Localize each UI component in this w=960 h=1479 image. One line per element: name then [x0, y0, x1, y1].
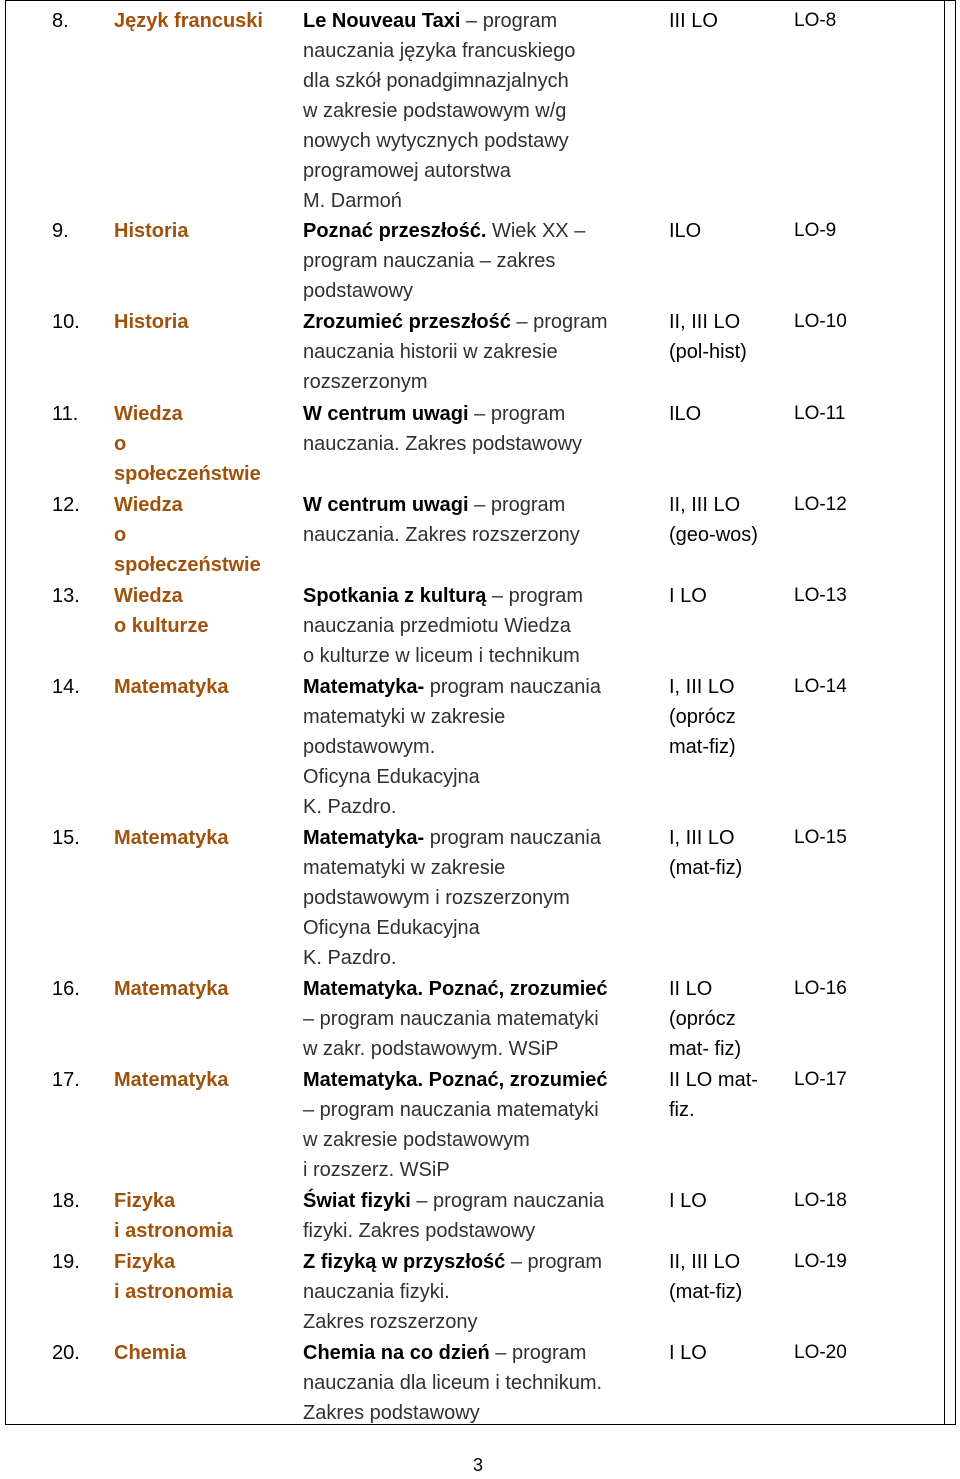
- subject-cell: Język francuski: [114, 10, 263, 32]
- school-cell: II LO mat- fiz.: [669, 1069, 758, 1121]
- subject-cell: Matematyka: [114, 676, 229, 698]
- program-id-cell: LO-20: [794, 1342, 847, 1363]
- program-cell: [303, 974, 653, 1064]
- school-cell: ILO: [669, 220, 702, 242]
- program-desc: – program nauczania dla liceum i technikum. Zakres podstawowy: [303, 1342, 603, 1424]
- program-id-cell: LO-10: [794, 311, 847, 332]
- row-number: 9.: [52, 220, 69, 242]
- program-desc: Wiek XX – program nauczania – zakres podstawowy: [303, 220, 586, 302]
- program-desc: – program nauczania. Zakres rozszerzony: [303, 494, 580, 546]
- program-title: Z fizyką w przyszłość: [303, 1251, 506, 1273]
- program-cell: [303, 490, 653, 550]
- school-cell: I LO: [669, 1190, 707, 1212]
- subject-cell: Matematyka: [114, 1069, 229, 1091]
- program-desc: – program nauczania. Zakres podstawowy: [303, 403, 583, 455]
- school-cell: II LO (oprócz mat- fiz): [669, 978, 742, 1060]
- program-title: W centrum uwagi: [303, 494, 469, 516]
- program-title: Chemia na co dzień: [303, 1342, 490, 1364]
- program-id-cell: LO-15: [794, 827, 847, 848]
- row-number: 19.: [52, 1251, 80, 1273]
- school-cell: I LO: [669, 1342, 707, 1364]
- program-id-cell: LO-12: [794, 494, 847, 515]
- program-desc: – program nauczania matematyki w zakr. podstawowym. WSiP: [303, 1008, 599, 1060]
- row-number: 10.: [52, 311, 80, 333]
- row-number: 12.: [52, 494, 80, 516]
- row-number: 14.: [52, 676, 80, 698]
- program-id-cell: LO-8: [794, 10, 837, 31]
- row-number: 20.: [52, 1342, 80, 1364]
- subject-cell: Fizyka i astronomia: [114, 1190, 233, 1242]
- program-cell: [303, 1338, 653, 1428]
- program-id-cell: LO-14: [794, 676, 847, 697]
- subject-cell: Matematyka: [114, 978, 229, 1000]
- program-cell: [303, 581, 653, 671]
- program-title: Matematyka. Poznać, zrozumieć: [303, 1069, 608, 1091]
- curriculum-table: [5, 0, 956, 1425]
- row-number: 16.: [52, 978, 80, 1000]
- school-cell: I LO: [669, 585, 707, 607]
- page-number: 3: [473, 1455, 484, 1475]
- program-title: Le Nouveau Taxi: [303, 10, 461, 32]
- subject-cell: Chemia: [114, 1342, 187, 1364]
- program-id-cell: LO-13: [794, 585, 847, 606]
- program-title: Matematyka-: [303, 827, 425, 849]
- program-desc: program nauczania matematyki w zakresie podstawowym. Oficyna Edukacyjna K. Pazdro.: [303, 676, 601, 818]
- program-title: Spotkania z kulturą: [303, 585, 487, 607]
- subject-cell: Wiedza o społeczeństwie: [114, 494, 261, 576]
- school-cell: ILO: [669, 403, 702, 425]
- school-cell: I, III LO (mat-fiz): [669, 827, 743, 879]
- program-desc: – program nauczania fizyki. Zakres podstawowy: [303, 1190, 605, 1242]
- program-title: Zrozumieć przeszłość: [303, 311, 511, 333]
- subject-cell: Wiedza o kulturze: [114, 585, 209, 637]
- school-cell: I, III LO (oprócz mat-fiz): [669, 676, 736, 758]
- program-id-cell: LO-18: [794, 1190, 847, 1211]
- program-desc: – program nauczania matematyki w zakresie podstawowym i rozszerz. WSiP: [303, 1099, 599, 1181]
- school-cell: II, III LO (pol-hist): [669, 311, 747, 363]
- program-desc: – program nauczania przedmiotu Wiedza o kulturze w liceum i technikum: [303, 585, 584, 667]
- program-cell: [303, 1186, 653, 1246]
- program-cell: [303, 399, 653, 459]
- program-cell: [303, 216, 653, 306]
- program-cell: [303, 672, 653, 822]
- row-number: 8.: [52, 10, 69, 32]
- row-number: 15.: [52, 827, 80, 849]
- row-number: 18.: [52, 1190, 80, 1212]
- program-cell: [303, 1247, 653, 1337]
- program-desc: – program nauczania historii w zakresie rozszerzonym: [303, 311, 608, 393]
- program-cell: [303, 823, 653, 973]
- program-title: Poznać przeszłość.: [303, 220, 487, 242]
- program-id-cell: LO-17: [794, 1069, 847, 1090]
- program-id-cell: LO-16: [794, 978, 847, 999]
- program-title: W centrum uwagi: [303, 403, 469, 425]
- program-id-cell: LO-9: [794, 220, 837, 241]
- program-title: Matematyka. Poznać, zrozumieć: [303, 978, 608, 1000]
- school-cell: III LO: [669, 10, 718, 32]
- subject-cell: Fizyka i astronomia: [114, 1251, 233, 1303]
- program-title: Matematyka-: [303, 676, 425, 698]
- program-id-cell: LO-19: [794, 1251, 847, 1272]
- program-desc: program nauczania matematyki w zakresie podstawowym i rozszerzonym Oficyna Edukacyjna K. Pazdro.: [303, 827, 601, 969]
- program-cell: [303, 307, 653, 397]
- program-cell: [303, 1065, 653, 1185]
- row-number: 13.: [52, 585, 80, 607]
- subject-cell: Wiedza o społeczeństwie: [114, 403, 261, 485]
- subject-cell: Matematyka: [114, 827, 229, 849]
- program-desc: – program nauczania fizyki. Zakres rozszerzony: [303, 1251, 603, 1333]
- program-desc: – program nauczania języka francuskiego dla szkół ponadgimnazjalnych w zakresie podstawowym w/g nowych wytycznych podstawy programowej autorstwa M. Darmoń: [303, 10, 576, 212]
- subject-cell: Historia: [114, 220, 189, 242]
- table-right-edge: [944, 1, 945, 1424]
- school-cell: II, III LO (mat-fiz): [669, 1251, 743, 1303]
- program-id-cell: LO-11: [794, 403, 846, 424]
- school-cell: II, III LO (geo-wos): [669, 494, 758, 546]
- row-number: 17.: [52, 1069, 80, 1091]
- subject-cell: Historia: [114, 311, 189, 333]
- program-title: Świat fizyki: [303, 1190, 411, 1212]
- program-cell: [303, 6, 653, 216]
- row-number: 11.: [52, 403, 79, 425]
